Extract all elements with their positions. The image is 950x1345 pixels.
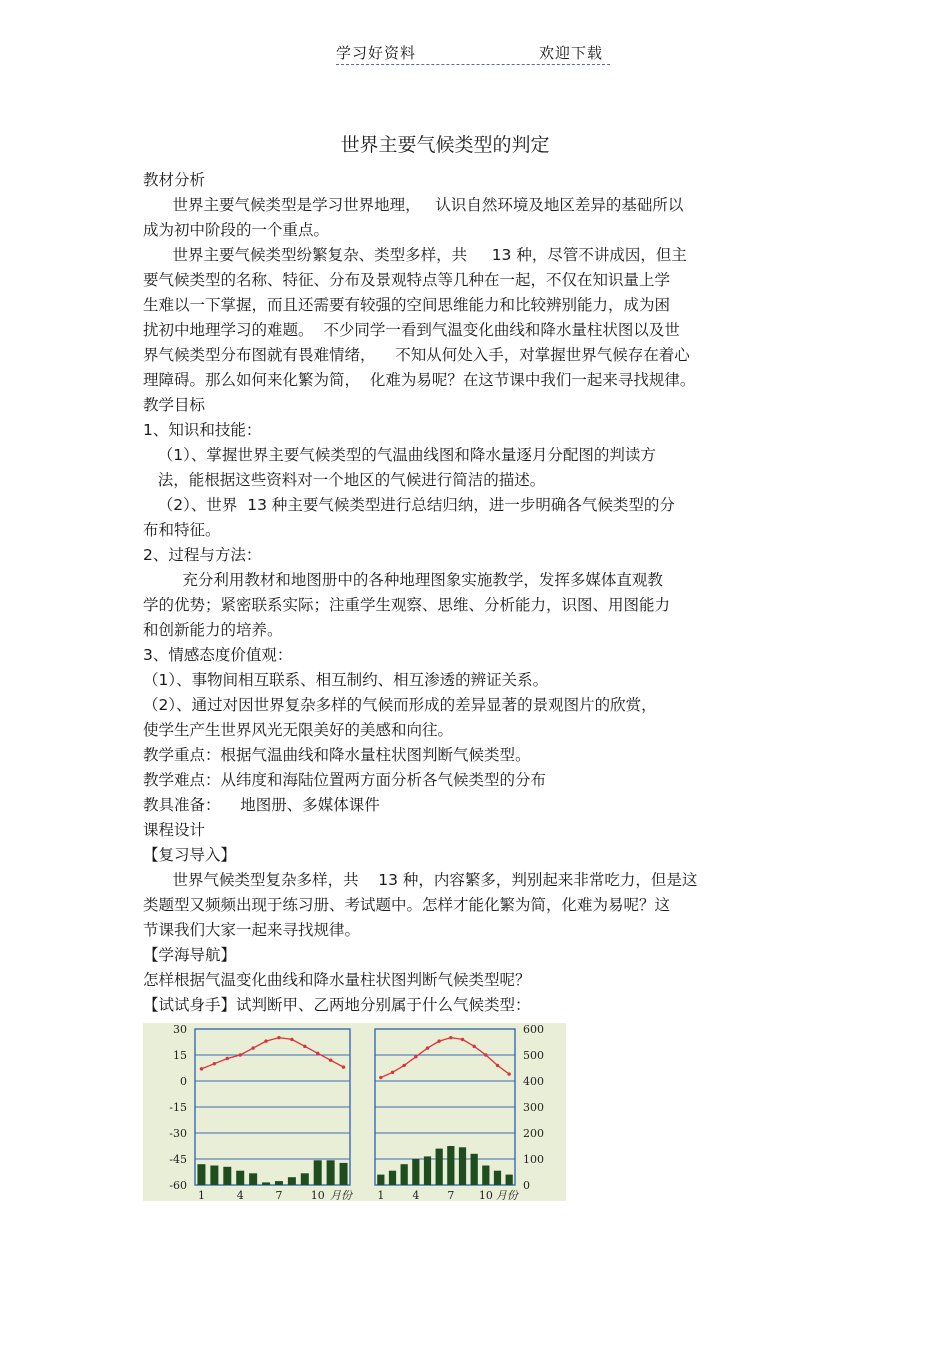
temperature-point [200, 1067, 203, 1070]
text-line: 教具准备： 地图册、多媒体课件 [143, 796, 380, 814]
header-divider [336, 64, 610, 65]
precipitation-bar [340, 1163, 348, 1185]
text-line: 教学目标 [143, 396, 206, 414]
axis-tick-label: 300 [523, 1101, 544, 1114]
axis-tick-label: -30 [169, 1127, 187, 1140]
precipitation-bar [210, 1166, 218, 1186]
x-tick-label: 月份 [329, 1189, 352, 1201]
precipitation-bar [288, 1177, 296, 1185]
text-line: 【复习导入】 [143, 846, 237, 864]
page-header [336, 40, 610, 66]
axis-tick-label: 100 [523, 1153, 544, 1166]
text-line: 世界主要气候类型纷繁复杂、类型多样，共 13 种，尽管不讲成因，但主 [143, 246, 687, 264]
text-line: 界气候类型分布图就有畏难情绪， 不知从何处入手，对掌握世界气候存在着心 [143, 346, 690, 364]
text-line: 2、过程与方法： [143, 546, 262, 564]
text-line: 课程设计 [143, 821, 206, 839]
precipitation-bar [314, 1160, 322, 1185]
precipitation-bar [377, 1175, 384, 1185]
temperature-point [329, 1059, 332, 1062]
text-line: 要气候类型的名称、特征、分布及景观特点等几种在一起，不仅在知识量上学 [143, 271, 671, 289]
precipitation-bar [389, 1171, 396, 1185]
text-line: 成为初中阶段的一个重点。 [143, 221, 330, 239]
temperature-point [213, 1062, 216, 1065]
temperature-point [414, 1055, 417, 1058]
x-tick-label: 10 [310, 1189, 325, 1201]
precipitation-bar [447, 1146, 454, 1185]
axis-tick-label: 0 [523, 1179, 530, 1192]
text-line: 3、情感态度价值观： [143, 646, 293, 664]
temperature-point [316, 1052, 319, 1055]
header-left-text: 学习好资料 [336, 44, 417, 62]
temperature-point [239, 1053, 242, 1056]
temperature-point [461, 1038, 464, 1041]
precipitation-bar [424, 1156, 431, 1185]
temperature-point [226, 1057, 229, 1060]
climate-charts-svg [143, 1023, 566, 1201]
text-line: （1）、掌握世界主要气候类型的气温曲线图和降水量逐月分配图的判读方 [143, 446, 656, 464]
text-line: 【学海导航】 [143, 946, 237, 964]
temperature-point [496, 1064, 499, 1067]
axis-tick-label: 15 [173, 1049, 187, 1062]
precipitation-bar [482, 1166, 489, 1186]
text-line: 1、知识和技能： [143, 421, 262, 439]
temperature-point [379, 1076, 382, 1079]
x-tick-label: 1 [197, 1189, 205, 1201]
text-line: 理障碍。那么如何来化繁为简， 化难为易呢？在这节课中我们一起来寻找规律。 [143, 371, 696, 389]
axis-tick-label: 500 [523, 1049, 544, 1062]
axis-tick-label: -60 [169, 1179, 187, 1192]
temperature-point [402, 1064, 405, 1067]
temperature-point [303, 1045, 306, 1048]
precipitation-bar [249, 1173, 257, 1185]
text-line: （2）、世界 13 种主要气候类型进行总结归纳，进一步明确各气候类型的分 [143, 496, 675, 514]
precipitation-bar [327, 1160, 335, 1185]
text-line: 生难以一下掌握，而且还需要有较强的空间思维能力和比较辨别能力，成为困 [143, 296, 671, 314]
precipitation-bar [262, 1182, 270, 1185]
temperature-point [507, 1072, 510, 1075]
temperature-point [264, 1039, 267, 1042]
text-line: 和创新能力的培养。 [143, 621, 283, 639]
axis-tick-label: 600 [523, 1023, 544, 1036]
text-line: 学的优势；紧密联系实际；注重学生观察、思维、分析能力，识图、用图能力 [143, 596, 671, 614]
temperature-point [484, 1053, 487, 1056]
x-tick-label: 4 [236, 1189, 244, 1201]
precipitation-bar [436, 1149, 443, 1185]
text-line: 节课我们大家一起来寻找规律。 [143, 921, 361, 939]
temperature-point [472, 1045, 475, 1048]
text-line: 教学难点：从纬度和海陆位置两方面分析各气候类型的分布 [143, 771, 547, 789]
temperature-point [391, 1071, 394, 1074]
text-line: 扰初中地理学习的难题。 不少同学一看到气温变化曲线和降水量柱状图以及世 [143, 321, 680, 339]
x-tick-label: 4 [412, 1189, 420, 1201]
temperature-point [426, 1046, 429, 1049]
precipitation-bar [275, 1181, 283, 1185]
text-line: 布和特征。 [143, 521, 221, 539]
x-tick-label: 月份 [495, 1189, 518, 1201]
text-line: 使学生产生世界风光无限美好的美感和向往。 [143, 721, 454, 739]
text-line: 类题型又频频出现于练习册、考试题中。怎样才能化繁为简，化难为易呢？这 [143, 896, 671, 914]
text-line: 充分利用教材和地图册中的各种地理图象实施教学，发挥多媒体直观教 [143, 571, 663, 589]
precipitation-bar [197, 1164, 205, 1185]
temperature-point [437, 1039, 440, 1042]
axis-tick-label: -45 [169, 1153, 187, 1166]
temperature-curve [201, 1038, 343, 1069]
text-line: 教材分析 [143, 171, 206, 189]
text-line: 【试试身手】试判断甲、乙两地分别属于什么气候类型： [143, 996, 531, 1014]
precipitation-bar [471, 1154, 478, 1185]
temperature-point [449, 1036, 452, 1039]
precipitation-bar [223, 1167, 231, 1185]
precipitation-bar [301, 1173, 309, 1185]
text-line: 法，能根据这些资料对一个地区的气候进行简洁的描述。 [143, 471, 546, 489]
x-tick-label: 1 [377, 1189, 385, 1201]
header-right-text: 欢迎下载 [539, 44, 604, 62]
temperature-point [342, 1065, 345, 1068]
temperature-point [277, 1036, 280, 1039]
precipitation-bar [401, 1164, 408, 1185]
text-line: 世界主要气候类型是学习世界地理， 认识自然环境及地区差异的基础所以 [143, 196, 684, 214]
axis-tick-label: 200 [523, 1127, 544, 1140]
axis-tick-label: 0 [180, 1075, 187, 1088]
temperature-point [251, 1046, 254, 1049]
text-line: 教学重点：根据气温曲线和降水量柱状图判断气候类型。 [143, 746, 531, 764]
precipitation-bar [494, 1171, 501, 1185]
document-title: 世界主要气候类型的判定 [340, 134, 550, 156]
x-tick-label: 7 [275, 1189, 283, 1201]
axis-tick-label: -15 [169, 1101, 187, 1114]
climate-charts-figure [143, 1023, 566, 1201]
precipitation-bar [506, 1175, 513, 1185]
precipitation-bar [236, 1171, 244, 1185]
text-line: 怎样根据气温变化曲线和降水量柱状图判断气候类型呢？ [143, 971, 531, 989]
temperature-curve [381, 1038, 509, 1078]
precipitation-bar [412, 1159, 419, 1185]
axis-tick-label: 400 [523, 1075, 544, 1088]
x-tick-label: 7 [447, 1189, 455, 1201]
text-line: （1）、事物间相互联系、相互制约、相互渗透的辨证关系。 [143, 671, 549, 689]
x-tick-label: 10 [478, 1189, 493, 1201]
temperature-point [290, 1038, 293, 1041]
axis-tick-label: 30 [173, 1023, 187, 1036]
text-line: 世界气候类型复杂多样，共 13 种，内容繁多，判别起来非常吃力，但是这 [143, 871, 698, 889]
precipitation-bar [459, 1147, 466, 1185]
text-line: （2）、通过对因世界复杂多样的气候而形成的差异显著的景观图片的欣赏， [143, 696, 657, 714]
